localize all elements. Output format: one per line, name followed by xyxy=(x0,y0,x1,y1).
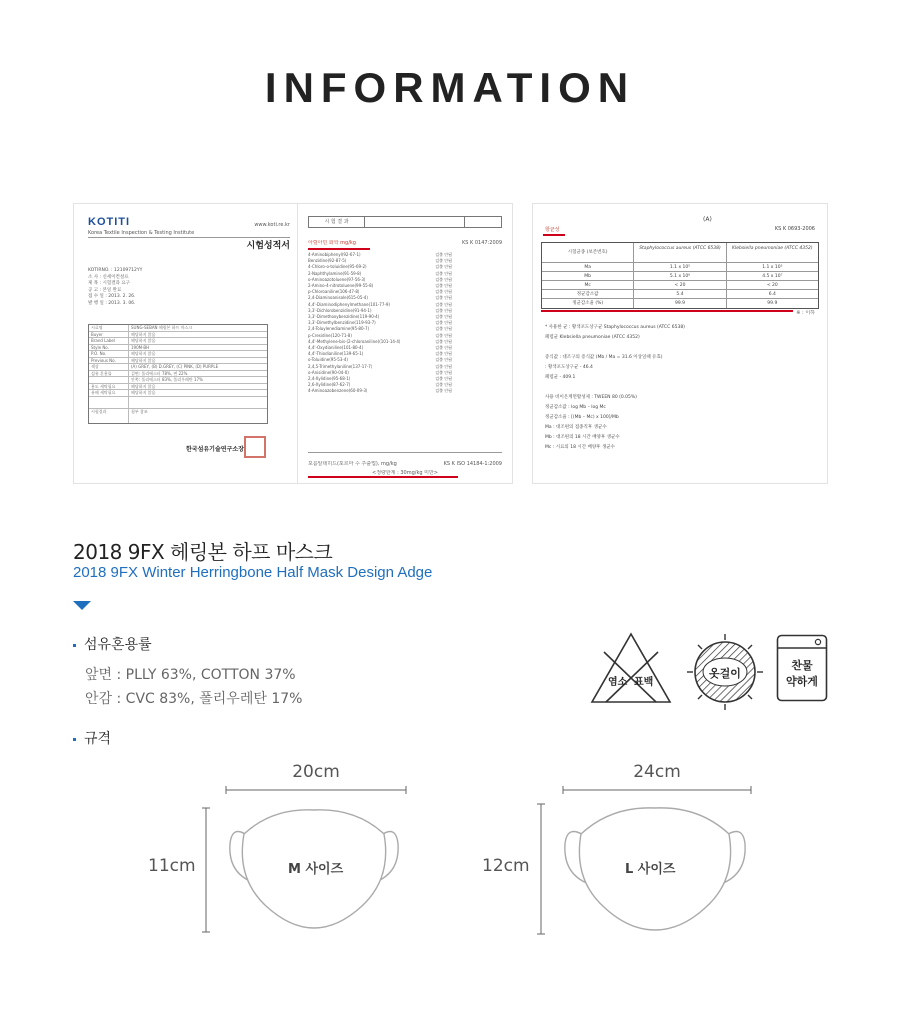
table-cell: 190M-BH xyxy=(131,344,150,350)
certificate-document-3[interactable] xyxy=(532,203,828,484)
table-cell: SUNG-SEBAN 헤링본 하프 마스크 xyxy=(131,325,193,330)
table-row xyxy=(542,263,818,272)
amine-result: 검출 안됨 xyxy=(435,320,452,326)
bleach-label-right: 표백 xyxy=(634,677,654,688)
table-cell: 1.1 x 10⁵ xyxy=(634,263,726,271)
bullet-icon xyxy=(73,644,76,647)
amine-result: 검출 안됨 xyxy=(435,332,452,338)
amine-result: 검출 안됨 xyxy=(435,270,452,276)
institute-signature: 한국섬유기술연구소장 xyxy=(186,446,244,453)
table-row xyxy=(89,397,267,409)
table-cell: 안쪽: 폴리에스터 83%, 폴리우레탄 17% xyxy=(131,377,203,382)
formaldehyde-section xyxy=(308,452,502,477)
table-cell: 해당하지 않음 xyxy=(131,351,156,356)
certificate-info xyxy=(88,268,142,307)
certificate-document-1[interactable] xyxy=(73,203,305,484)
table-row xyxy=(542,281,818,290)
amine-result: 검출 안됨 xyxy=(435,376,452,382)
table-cell: Buyer xyxy=(89,332,129,338)
table-cell: 5.1 x 10⁶ xyxy=(634,272,726,280)
table-cell: < 20 xyxy=(634,281,726,289)
amine-name: 3,3'-Dichlorobenzidine(91-94-1) xyxy=(308,307,372,313)
list-item xyxy=(308,388,502,394)
amine-name: 2-Amino-4-nitrotoluene(99-55-8) xyxy=(308,283,374,289)
table-cell: 시험균종 (보존번호) xyxy=(542,243,634,262)
l-height-label: 12cm xyxy=(482,856,530,876)
amine-result: 검출 안됨 xyxy=(435,295,452,301)
amine-name: 2,4-Xylidine(95-68-1) xyxy=(308,376,351,382)
size-heading xyxy=(73,728,111,748)
fiber-heading-text: 섬유혼용률 xyxy=(84,637,152,653)
section-standard: KS K 0147:2009 xyxy=(461,240,502,246)
table-cell: Klebsiella pneumoniae (ATCC 4352) xyxy=(732,246,813,251)
table-row xyxy=(542,290,818,299)
kotiti-logo: KOTITI xyxy=(88,216,131,228)
amine-result: 검출 안됨 xyxy=(435,252,452,257)
note-line: Mc : 시료의 18 시간 배양후 생균수 xyxy=(545,445,615,450)
amine-list xyxy=(308,252,502,395)
amine-result: 검출 안됨 xyxy=(435,363,452,369)
table-cell: 99.9 xyxy=(634,299,726,308)
amine-result: 검출 안됨 xyxy=(435,357,452,363)
table-cell: 99.9 xyxy=(767,301,778,306)
fiber-front: 앞면 : PLLY 63%, COTTON 37% xyxy=(85,667,296,683)
amine-result: 검출 안됨 xyxy=(435,314,452,320)
amine-result: 검출 안됨 xyxy=(435,307,452,313)
note-line: 정균감소값 : log Mb – log Mc xyxy=(545,405,606,410)
table-cell: Style No. xyxy=(89,345,129,351)
amine-name: 4-Aminoazobenzene(60-09-3) xyxy=(308,388,368,394)
table-cell: 해당하지 않음 xyxy=(131,383,156,389)
note-line: Mb : 대조편의 18 시간 배양후 생균수 xyxy=(545,435,620,440)
amine-name: 2,4,5-Trimethylaniline(137-17-7) xyxy=(308,363,373,369)
amine-result: 검출 안됨 xyxy=(435,382,452,388)
certificate-table xyxy=(88,324,268,424)
amine-name: 4-Chloro-o-toluidine(95-69-2) xyxy=(308,264,367,270)
amine-result: 검출 안됨 xyxy=(435,264,452,270)
m-size-label: M 사이즈 xyxy=(288,862,344,877)
amine-name: o-Aminoazotoluene(97-56-3) xyxy=(308,276,366,282)
amine-name: o-Anisidine(90-04-0) xyxy=(308,369,349,375)
certificate-heading: 시험성적서 xyxy=(246,241,290,251)
formaldehyde-standard: KS K ISO 14184-1:2009 xyxy=(443,461,502,467)
red-underline xyxy=(543,234,565,236)
amine-name: p-Cresidine(120-71-8) xyxy=(308,332,352,338)
info-line: 소 사 : 신세이컨설프 xyxy=(88,274,129,280)
antibacterial-label: 항균성 xyxy=(545,227,560,233)
amine-name: 4-Aminobiphenyl(92-67-1) xyxy=(308,252,361,257)
amine-name: 2,4-Diaminoanisole(615-05-4) xyxy=(308,295,368,301)
table-cell: 정균감소값 xyxy=(542,290,634,298)
amine-name: 4,4'-Diaminodiphenylmethane(101-77-9) xyxy=(308,301,390,307)
m-height-label: 11cm xyxy=(148,856,196,876)
amine-result: 검출 안됨 xyxy=(435,326,452,332)
red-underline xyxy=(308,476,458,478)
info-line: 발 행 일 : 2013. 3. 06. xyxy=(88,300,136,306)
table-cell: 시료명 xyxy=(89,325,129,331)
amine-name: 2,6-Xylidine(87-62-7) xyxy=(308,382,351,388)
table-cell: Staphylococcus aureus (ATCC 6538) xyxy=(634,243,726,262)
table-cell: 해당하지 않음 xyxy=(131,331,156,337)
info-line: 접 수 일 : 2013. 2. 26. xyxy=(88,294,136,299)
table-cell: 정균감소율 (%) xyxy=(542,299,634,308)
amine-result: 검출 안됨 xyxy=(435,388,452,394)
table-cell: 섬유 혼용률 xyxy=(89,371,129,377)
wash-label-2: 약하게 xyxy=(786,675,818,688)
l-size-label: L 사이즈 xyxy=(625,862,676,877)
amine-name: 4,4'-Thiodianiline(139-65-1) xyxy=(308,351,364,357)
note-line: : 황색포도상구균 - 46.4 xyxy=(545,365,593,370)
page-title: INFORMATION xyxy=(264,64,636,111)
note-line: 정균감소율 : [(Mb – Mc) x 100]/Mb xyxy=(545,415,619,420)
amine-result: 검출 안됨 xyxy=(435,276,452,282)
table-cell: 해당하지 않음 xyxy=(131,338,156,343)
table-cell: P.O. No. xyxy=(89,351,129,357)
amine-name: 2-Naphthylamine(91-59-8) xyxy=(308,270,362,276)
table-cell xyxy=(89,377,129,383)
table-cell: 첨부 참조 xyxy=(131,408,148,414)
certificate-document-2[interactable] xyxy=(297,203,513,484)
amine-result: 검출 안됨 xyxy=(435,301,452,307)
table-cell: 용도 세탁필요 xyxy=(89,384,129,390)
amine-result: 검출 안됨 xyxy=(435,258,452,264)
amine-name: 3,3'-Dimethoxybenzidine(119-90-4) xyxy=(308,314,380,320)
amine-name: p-Chloroaniline(106-47-8) xyxy=(308,289,360,295)
table-cell: 1.1 x 10⁵ xyxy=(762,265,783,270)
note-line: Ma : 대조편의 접종직후 생균수 xyxy=(545,425,607,430)
note-line: 폐렴균 Klebsiella pneumoniae (ATCC 4352) xyxy=(545,335,640,340)
table-cell: Mc xyxy=(542,281,634,289)
header-cell xyxy=(365,217,465,227)
formaldehyde-label: 포름알데히드(포르마 수 주출법), mg/kg xyxy=(308,461,397,467)
amine-result: 검출 안됨 xyxy=(435,289,452,295)
header-cell xyxy=(465,217,501,227)
table-row xyxy=(89,409,267,423)
table-cell: Ma xyxy=(542,263,634,271)
amine-result: 검출 안됨 xyxy=(435,369,452,375)
table-cell: 해당하지 않음 xyxy=(131,357,156,363)
note-line: 증식값 : 대조구의 증식값 (Mb / Ma = 31.6 이상일때 유효) xyxy=(545,355,663,360)
down-arrow-icon xyxy=(73,601,91,610)
table-cell: (A) GREY, (B) D.GREY, (C) PINK, (D) PURPLE xyxy=(131,364,219,369)
fiber-heading xyxy=(73,634,152,654)
table-header-row xyxy=(542,243,818,263)
table-cell: 시험결과 xyxy=(89,409,129,423)
header-cell: 시 험 결 과 xyxy=(309,217,365,227)
info-line: KOTIRNO. : 12109712YY xyxy=(88,268,143,273)
table-cell: Mb xyxy=(542,272,634,280)
kotiti-subtitle: Korea Textile Inspection & Testing Institute xyxy=(88,230,195,236)
note-line: * 사용한 균 : 황색포도상구균 Staphylococcus aureus (ATCC 6538) xyxy=(545,325,685,330)
section-title: 아릴아민 화학 mg/kg xyxy=(308,240,356,246)
table-cell: 겉면: 폴리에스터 78%, 면 22% xyxy=(131,370,188,376)
fiber-back: 안감 : CVC 83%, 폴리우레탄 17% xyxy=(85,691,303,707)
red-seal-stamp xyxy=(244,436,266,458)
amine-name: 2,4-Toluylenediamine(95-80-7) xyxy=(308,326,370,332)
table-note: ※ : 이하 xyxy=(796,310,815,316)
table-cell: 해당하지 않음 xyxy=(131,390,156,395)
l-width-label: 24cm xyxy=(633,762,681,782)
kotiti-url: www.koti.re.kr xyxy=(254,222,290,228)
amine-result: 검출 안됨 xyxy=(435,338,452,344)
red-underline xyxy=(308,248,370,250)
table-cell: 4.5 x 10⁷ xyxy=(762,274,783,279)
amine-result: 검출 안됨 xyxy=(435,345,452,351)
table-cell xyxy=(129,397,267,408)
hanger-label: 옷걸이 xyxy=(709,667,741,680)
table-cell: Brand Label xyxy=(89,338,129,344)
table-row xyxy=(542,272,818,281)
m-width-label: 20cm xyxy=(292,762,340,782)
table-cell: < 20 xyxy=(766,283,778,288)
table-cell: 6.4 xyxy=(768,292,776,297)
amine-name: Benzidine(92-87-5) xyxy=(308,258,347,264)
info-line: 제 목 : 시험결과 요구 xyxy=(88,281,131,286)
wash-label-1: 찬물 xyxy=(791,659,813,672)
table-cell: 유해 세탁필요 xyxy=(89,390,129,396)
table-cell xyxy=(89,397,129,408)
bullet-icon xyxy=(73,738,76,741)
table-cell: 색상 xyxy=(89,364,129,370)
table-row xyxy=(542,299,818,308)
table-cell: 5.4 xyxy=(634,290,726,298)
hanger-dry-icon xyxy=(683,632,767,712)
test-standard: KS K 0693-2006 xyxy=(774,226,815,232)
formaldehyde-value: <정량한계 : 30mg/kg 미만> xyxy=(372,470,438,476)
antibacterial-table xyxy=(541,242,819,309)
bleach-label-left: 염소 xyxy=(608,677,628,688)
amine-name: 4,4'-Methylene-bis-(2-chloroaniline)(101-14-4) xyxy=(308,338,401,344)
cold-wash-icon xyxy=(776,634,828,702)
size-heading-text: 규격 xyxy=(84,731,112,747)
note-line: 사용 비이온계면활성제 : TWEEN 80 (0.05%) xyxy=(545,395,637,400)
table-cell: Previous No. xyxy=(89,358,129,364)
note-line: 폐렴균 - 409.1 xyxy=(545,375,576,380)
product-title-en: 2018 9FX Winter Herringbone Half Mask Design Adge xyxy=(73,564,433,581)
red-underline xyxy=(541,310,793,312)
result-header-box xyxy=(308,216,502,228)
amine-result: 검출 안됨 xyxy=(435,283,452,289)
amine-name: 3,3'-Dimethylbenzidine(119-93-7) xyxy=(308,320,376,326)
amine-result: 검출 안됨 xyxy=(435,351,452,357)
product-title-ko: 2018 9FX 헤링본 하프 마스크 xyxy=(73,540,333,564)
amine-name: 4,4'-Oxydianiline(101-80-4) xyxy=(308,345,364,351)
amine-name: o-Toluidine(95-53-4) xyxy=(308,357,348,363)
no-bleach-icon xyxy=(590,632,672,704)
info-line: 공 고 : 본일 완료 xyxy=(88,287,122,293)
sample-title: (A) xyxy=(703,216,712,223)
